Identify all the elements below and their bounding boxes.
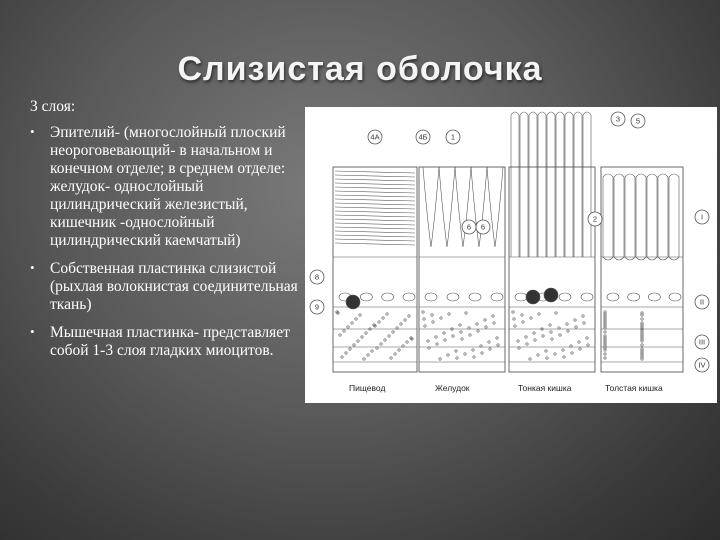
callout-label: 1 [450, 132, 456, 142]
bullet-text: Мышечная пластинка- представляет собой 1-3 слоя гладких миоцитов. [50, 324, 290, 359]
lead-text: 3 слоя: [30, 98, 76, 115]
callout-label: 4А [370, 132, 380, 142]
callout-label: 6 [466, 222, 472, 232]
slide-title: Слизистая оболочка [177, 50, 543, 88]
panel-stomach [419, 167, 505, 372]
slide-text [30, 98, 302, 370]
caption-esophagus: Пищевод [349, 383, 386, 393]
caption-large-intestine: Толстая кишка [605, 383, 663, 393]
bullet-text: Эпителий- (многослойный плоский неороговевающий- в начальном и конечном отделе; в среднем отделе: желудок- однослойный цилиндрический железистый, кишечник -однослойный цилиндрический каемчатый) [50, 124, 286, 249]
bullet-icon: • [30, 324, 35, 339]
bullet-item [30, 324, 302, 360]
callout-label: 8 [314, 272, 320, 282]
callout-label: I [700, 212, 704, 222]
histology-figure [305, 107, 717, 403]
callout-label: 3 [615, 114, 621, 124]
callout-label: 9 [314, 302, 320, 312]
callout-label: 2 [592, 214, 598, 224]
callout-label: III [698, 337, 706, 347]
bullet-text: Собственная пластинка слизистой (рыхлая волокнистая соединительная ткань) [50, 260, 298, 313]
bullet-item [30, 260, 302, 314]
caption-stomach: Желудок [435, 383, 470, 393]
histology-diagram [305, 107, 717, 403]
bullet-icon: • [30, 260, 35, 275]
bullet-item [30, 124, 302, 250]
callout-label: 5 [635, 116, 641, 126]
bullet-icon: • [30, 124, 35, 139]
callout-label: 6 [480, 222, 486, 232]
caption-small-intestine: Тонкая кишка [518, 383, 572, 393]
callout-label: 4Б [418, 132, 428, 142]
callout-label: II [699, 297, 705, 307]
bullet-list [30, 124, 302, 360]
callout-label: IV [698, 360, 706, 370]
panel-esophagus [333, 167, 417, 372]
